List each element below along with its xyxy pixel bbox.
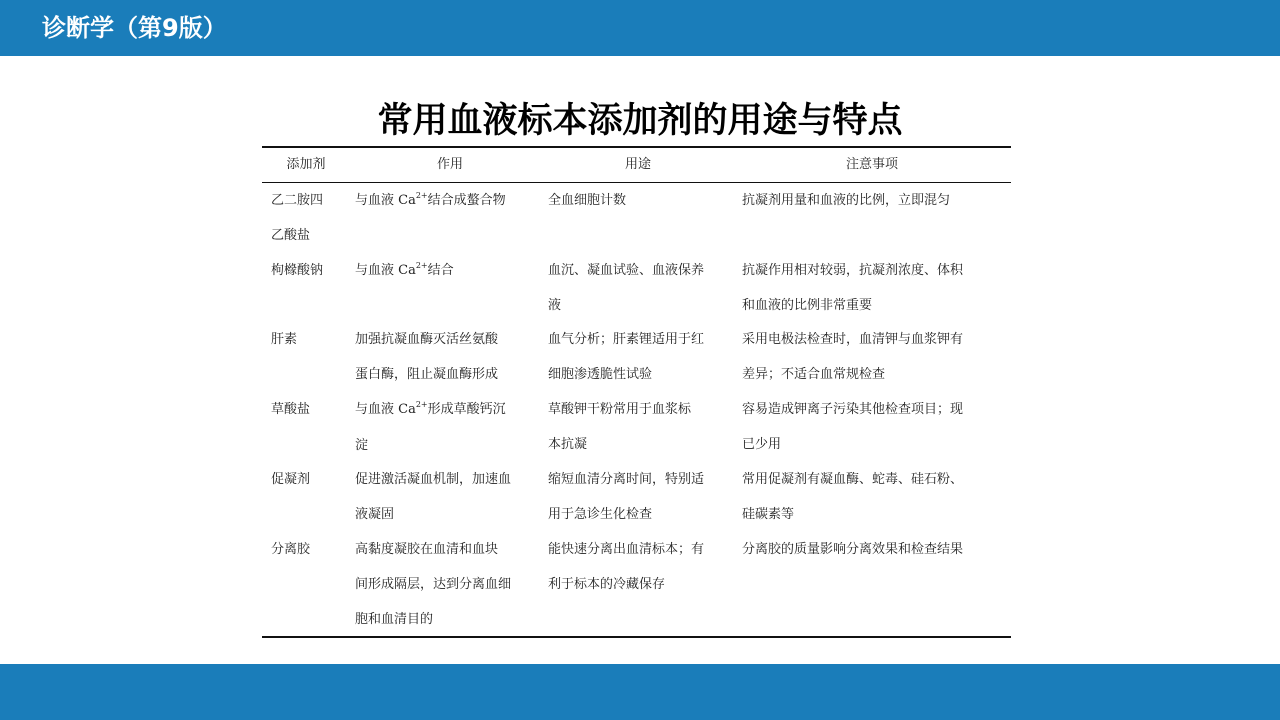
cell-notes: 常用促凝剂有凝血酶、蛇毒、硅石粉、 硅碳素等 (742, 472, 964, 522)
cell-additive: 乙二胺四 乙酸盐 (271, 193, 324, 243)
cell-notes: 抗凝作用相对较弱，抗凝剂浓度、体积 和血液的比例非常重要 (742, 263, 964, 313)
table-top-rule (262, 146, 1011, 148)
cell-notes: 抗凝剂用量和血液的比例，立即混匀 (742, 193, 951, 208)
cell-use: 全血细胞计数 (548, 193, 627, 208)
cell-effect: 与血液 $Ca^{2+}$结合 (355, 261, 454, 278)
cell-use: 能快速分离出血清标本；有 利于标本的冷藏保存 (548, 542, 705, 592)
cell-effect: 高黏度凝胶在血清和血块 间形成隔层，达到分离血细 胞和血清目的 (355, 542, 512, 627)
cell-effect: 与血液 $Ca^{2+}$结合成螯合物 (355, 191, 506, 208)
column-header-effect: 作用 (436, 157, 463, 172)
cell-notes: 采用电极法检查时，血清钾与血浆钾有 差异；不适合血常规检查 (742, 332, 964, 382)
slide-title: 常用血液标本添加剂的用途与特点 (377, 101, 903, 141)
cell-use: 草酸钾干粉常用于血浆标 本抗凝 (548, 402, 692, 452)
cell-use: 缩短血清分离时间，特别适 用于急诊生化检查 (548, 472, 705, 522)
cell-effect: 加强抗凝血酶灭活丝氨酸 蛋白酶，阻止凝血酶形成 (355, 332, 499, 382)
cell-notes: 分离胶的质量影响分离效果和检查结果 (742, 542, 964, 557)
cell-additive: 枸橼酸钠 (271, 263, 324, 278)
cell-effect: 促进激活凝血机制，加速血 液凝固 (355, 472, 512, 522)
table-bottom-rule (262, 636, 1011, 638)
header-bar (0, 0, 1280, 56)
cell-additive: 肝素 (271, 332, 298, 347)
column-header-notes: 注意事项 (845, 157, 898, 172)
cell-additive: 草酸盐 (271, 402, 311, 417)
cell-use: 血气分析；肝素锂适用于红 细胞渗透脆性试验 (548, 332, 705, 382)
footer-bar (0, 664, 1280, 720)
cell-additive: 促凝剂 (271, 472, 311, 487)
book-title: 诊断学（第9版） (42, 14, 227, 42)
cell-use: 血沉、凝血试验、血液保养 液 (548, 263, 705, 313)
cell-notes: 容易造成钾离子污染其他检查项目；现 已少用 (742, 402, 964, 452)
cell-additive: 分离胶 (271, 542, 311, 557)
column-header-use: 用途 (624, 157, 651, 172)
column-header-additive: 添加剂 (286, 157, 326, 172)
cell-effect: 与血液 $Ca^{2+}$形成草酸钙沉 淀 (355, 400, 506, 453)
